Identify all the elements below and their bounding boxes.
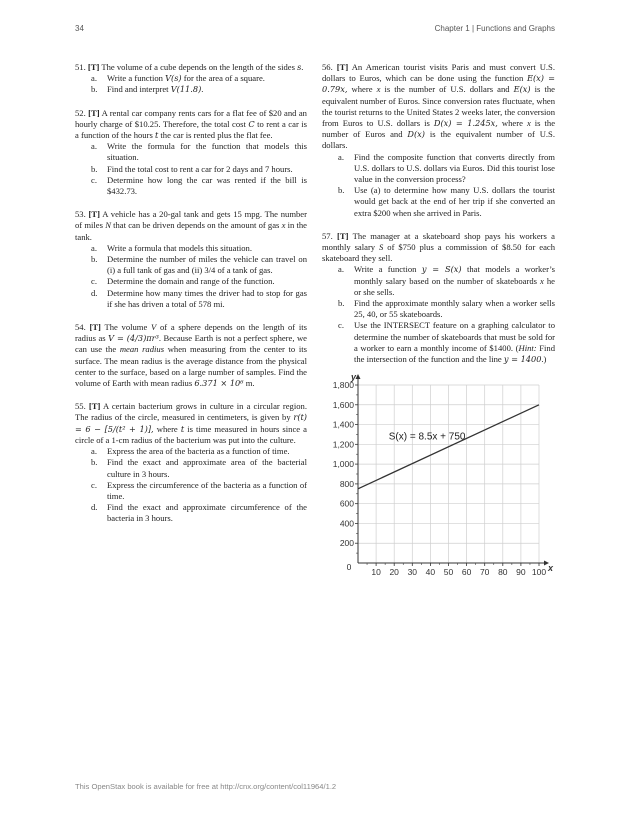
part-text: Use the INTERSECT feature on a graphing calculator to determine the number of skateboards that must be sold for a worker to earn a monthly income of $1400. ( [354,320,555,353]
problem-text: . Because Earth is not a perfect sphere, we can use the [75,333,307,355]
part-label: a. [338,264,344,275]
math-var: t [154,130,159,141]
problem-text: of $750 plus a commission of $8.50 for each skateboard they sell. [322,242,555,264]
part-label: a. [91,446,97,457]
part-a [338,264,556,298]
problem-55 [75,401,307,524]
part-text: Express the area of the bacteria as a function of time. [107,446,290,457]
right-column [322,62,555,603]
y-tick-label: 1,000 [332,459,354,470]
part-text: Find the total cost to rent a car for 2 days and 7 hours. [107,163,293,174]
part-label: c. [338,320,344,331]
problem-52 [75,108,307,198]
part-label: d. [91,502,98,513]
problem-text: The volume [104,322,148,333]
part-text: for the area of a square. [183,73,265,84]
footer-note: This OpenStax book is available for free at http://cnx.org/content/col11964/1.2 [75,782,337,791]
y-tick-label: 200 [339,538,354,549]
problem-56-statement [322,62,555,152]
problem-56 [322,62,555,219]
part-label: b. [338,298,345,309]
math-var: x [526,118,531,129]
origin-label: 0 [346,562,352,573]
y-tick-label: 1,400 [332,419,354,430]
x-axis-label: x [548,563,554,574]
y-axis-arrow [356,374,361,379]
part-text: . [201,84,204,95]
problem-52-statement [75,108,307,142]
part-label: a. [338,151,344,162]
problem-text: is the number of U.S. dollars and [384,84,510,95]
y-tick-label: 400 [339,518,354,529]
y-tick-label: 1,800 [332,380,354,391]
math-expr: V(s) [165,73,182,84]
emphasis: mean radius [119,344,165,355]
math-var: V [151,322,157,333]
part-label: b. [91,84,98,95]
math-expr: D(x) [407,129,425,140]
y-axis-label: y [351,372,357,383]
part-d [91,287,307,310]
part-text: Write the formula for the function that models this situation. [107,141,307,163]
math-var: x [540,275,544,286]
math-expr: V(11.8) [170,84,202,95]
part-text: Express the circumference of the bacteria as a function of time. [107,479,307,501]
chapter-title: Chapter 1 | Functions and Graphs [434,24,555,33]
problem-number: 57. [322,230,333,241]
part-text: Determine how many times the driver had to stop for gas if she has driven a total of 578 mi. [107,287,307,309]
problem-55-statement [75,401,307,446]
x-tick-label: 10 [371,567,381,578]
math-expr: E(x) [513,84,531,95]
math-expr: V = (4/3)πr³ [108,333,159,344]
part-text: he or she sells. [354,275,555,297]
part-b [91,84,307,95]
x-tick-label: 50 [443,567,454,578]
part-label: a. [91,73,97,84]
math-expr: 6.371 × 10⁶ [194,378,244,389]
part-text: Write a formula that models this situation. [107,242,253,253]
problem-text: A rental car company rents cars for a flat fee of $20 and an hourly charge of $10.25. Therefore, the total cost [75,107,307,129]
part-a [338,151,555,186]
part-a [91,73,307,84]
problem-text: is the equivalent number of U.S. dollars. [322,129,555,151]
part-label: c. [91,174,97,185]
part-text: that models a worker’s monthly salary based on the number of skateboards [354,264,556,286]
math-expr: y = 1400 [503,354,542,365]
problem-51 [75,62,307,96]
page-number: 34 [75,24,84,33]
part-label: b. [91,163,98,174]
problem-text: The manager at a skateboard shop pays his workers a monthly salary [322,230,555,253]
part-label: c. [91,479,97,490]
math-expr: E(x) = 0.79x, [322,73,555,95]
x-tick-label: 70 [479,567,490,578]
part-a [91,141,307,163]
part-label: d. [91,287,98,298]
math-expr: D(x) = 1.245x, [433,118,498,129]
math-var: x [376,84,381,95]
problem-text: to rent a car is a function of the hours [75,118,307,141]
x-tick-label: 20 [389,567,399,578]
problem-number: 56. [322,62,333,72]
hint-label: Hint: [518,342,537,353]
problem-text: that can be driven depends on the amount of gas [113,220,280,231]
problem-text: is the equivalent number of Euros. Since conversion rates fluctuate, when the tourist returns to the United States 2 weeks later, the conversion from Euros to U.S. dollars is [322,84,555,129]
part-b [338,298,555,320]
problem-53-statement [75,209,307,243]
problem-text: The volume of a cube depends on the length of the sides [101,62,295,72]
math-expr: y = S(x) [421,264,462,275]
problem-number: 52. [75,107,86,118]
part-text: Find the exact and approximate area of the bacterial culture in 3 hours. [107,457,307,479]
part-a [91,242,307,254]
problem-text: the car is rented plus the flat fee. [160,130,273,141]
part-label: a. [91,141,97,152]
left-column [75,62,307,537]
tech-tag: [T] [337,230,349,241]
y-tick-label: 600 [339,498,354,509]
part-b [338,185,555,219]
problem-57-statement [322,231,555,265]
y-tick-label: 1,200 [332,439,354,450]
x-tick-label: 60 [461,567,472,578]
problem-51-statement [75,62,307,73]
part-c [91,174,307,197]
part-label: b. [91,457,98,468]
x-tick-label: 90 [516,567,526,578]
problem-text: m. [245,378,255,389]
problem-text: where [156,423,178,434]
part-text: Determine the number of miles the vehicle can travel on (i) a full tank of gas and (ii) 3/4 of a tank of gas. [107,254,307,276]
salary-chart [322,371,557,591]
part-text: .) [541,354,547,365]
part-c [91,479,307,502]
tech-tag: [T] [88,209,100,220]
math-var: t [180,423,185,434]
y-tick-label: 1,600 [332,400,354,411]
part-c [338,320,555,365]
problem-text: A certain bacterium grows in culture in a circular region. The radius of the circle, measured in centimeters, is given by [75,401,307,423]
part-text: Find the composite function that converts directly from U.S. dollars to U.S. dollars via Euros. Did this tourist lose value in the conversion process? [354,151,555,185]
part-text: Write a function [107,73,163,84]
part-b [91,163,307,175]
part-label: b. [338,185,345,196]
part-d [91,502,307,524]
part-text: Find the exact and approximate circumference of the bacteria in 3 hours. [107,502,307,524]
math-var: S [379,242,384,253]
problem-text: in the tank. [75,220,308,242]
problem-54 [75,322,307,389]
part-text: Find the intersection of the function and the line [354,342,555,365]
problem-text: where [351,84,373,95]
part-text: Find and interpret [107,84,169,95]
part-label: a. [91,242,97,253]
problem-text: when measuring from the center to its surface. The mean radius is the average distance from the physical center to the surface, based on a large number of samples. Find the volume of Earth with mean radius [75,344,307,389]
part-text: Determine how long the car was rented if the bill is $432.73. [107,174,307,197]
part-b [91,254,307,276]
math-expr: r(t) = 6 − [5/(t² + 1)], [75,412,307,434]
part-text: Use (a) to determine how many U.S. dollars the tourist would get back at the end of her trip if she converted an extra $200 when she arrived in Paris. [354,185,555,218]
x-tick-label: 80 [498,567,508,578]
problem-number: 51. [75,62,86,72]
part-b [91,457,307,479]
problem-number: 55. [75,401,86,412]
math-var: x [281,220,286,231]
tech-tag: [T] [88,401,101,412]
problem-53 [75,209,307,310]
problem-text: . [301,62,304,72]
problem-54-statement [75,322,307,389]
problem-number: 53. [75,209,86,220]
tech-tag: [T] [336,62,349,72]
salary-chart-svg [322,371,557,591]
part-c [91,276,307,287]
part-label: b. [91,254,98,265]
part-text: Determine the domain and range of the function. [107,276,275,287]
problem-number: 54. [75,322,86,333]
math-var: C [248,118,255,129]
part-text: Find the approximate monthly salary when a worker sells 25, 40, or 55 skateboards. [354,298,555,320]
tech-tag: [T] [89,322,101,333]
problem-text: of a sphere depends on the length of its radius as [75,322,307,344]
problem-text: A vehicle has a 20-gal tank and gets 15 mpg. The number of miles [75,209,307,231]
math-var: N [105,220,111,231]
part-a [91,446,307,457]
tech-tag: [T] [87,62,100,72]
x-tick-label: 100 [531,567,547,578]
part-label: c. [91,276,97,287]
function-annotation: S(x) = 8.5x + 750 [388,431,466,443]
tech-tag: [T] [88,107,100,118]
part-text: Write a function [354,264,417,275]
problem-text: is the number of Euros and [322,118,556,140]
y-tick-label: 800 [339,479,354,490]
problem-text: is time measured in hours since a circle of a 1-cm radius of the bacterium was put into the culture. [75,423,307,445]
math-var: s [297,62,302,72]
problem-57 [322,231,555,591]
problem-text: where [501,118,523,129]
x-tick-label: 40 [425,567,436,578]
x-tick-label: 30 [407,567,418,578]
problem-text: An American tourist visits Paris and must convert U.S. dollars to Euros, which can be done using the function [322,62,555,84]
